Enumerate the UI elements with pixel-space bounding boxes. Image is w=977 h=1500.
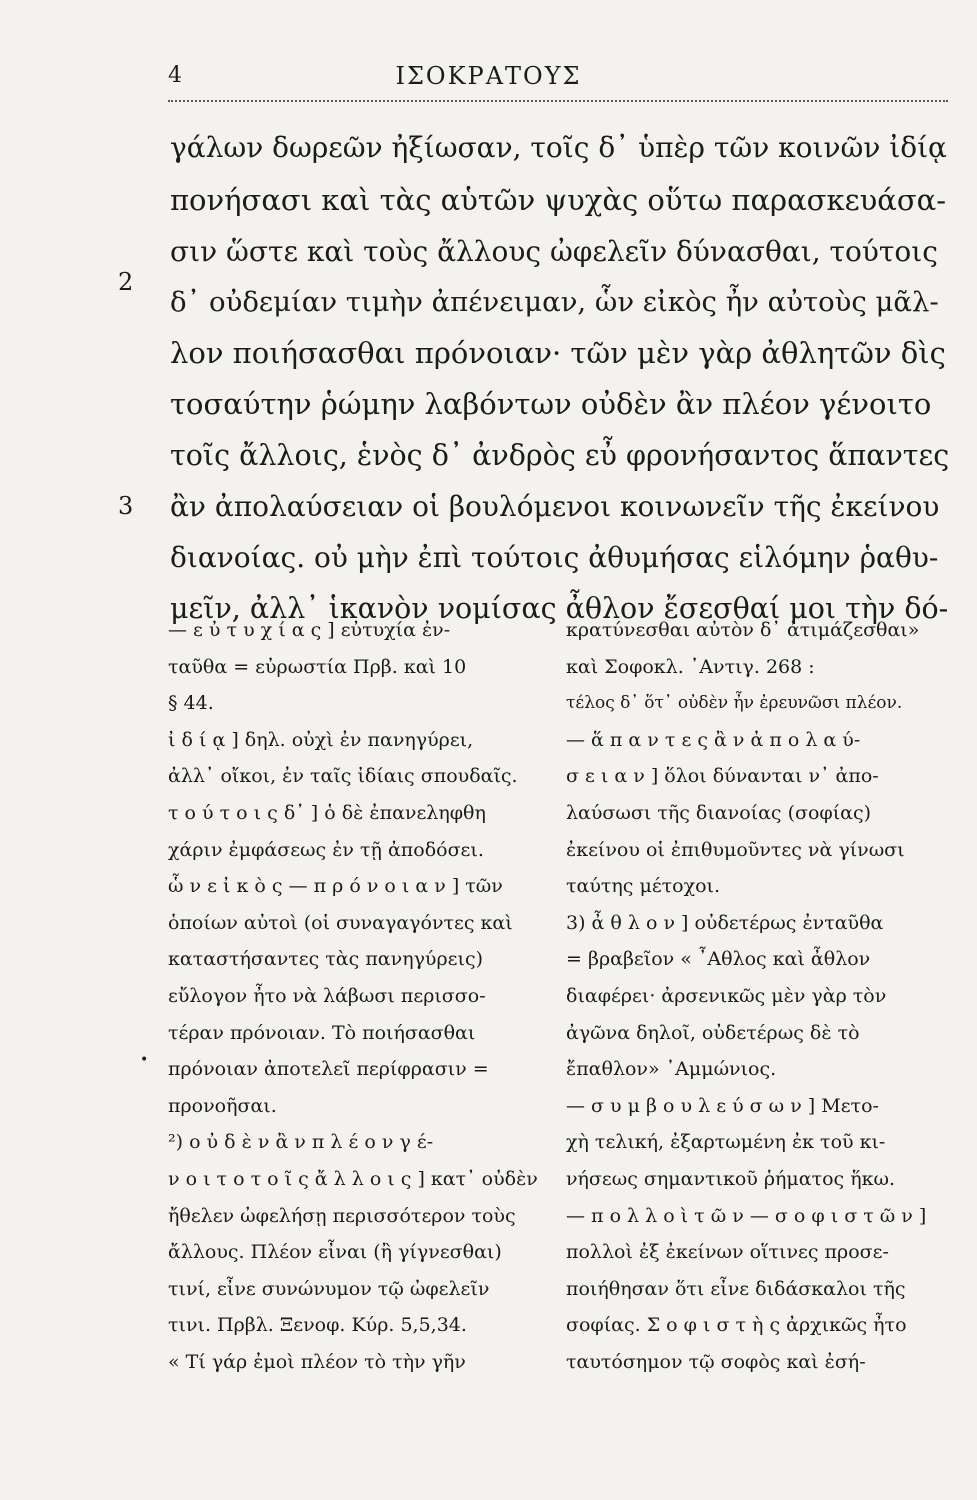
note-line: τέραν πρόνοιαν. Τὸ ποιήσασθαι [168,1021,476,1044]
note-line: κρατύνεσθαι αὐτὸν δ᾽ ἀτιμάζεσθαι» [566,619,920,641]
note-line: ἀγῶνα δηλοῖ, οὐδετέρως δὲ τὸ [566,1021,860,1044]
main-line: τοσαύτην ῥώμην λαβόντων οὐδὲν ἂν πλέον γένοιτο [170,387,932,421]
note-line: πρόνοιαν ἀποτελεῖ περίφρασιν = [168,1058,489,1081]
note-line: ταύτης μέτοχοι. [566,875,721,898]
note-line: χὴ τελική, ἐξαρτωμένη ἐκ τοῦ κι- [566,1131,886,1154]
note-line: τέλος δ᾽ ὅτ᾽ οὐδὲν ἦν ἐρευνῶσι πλέον. [566,693,903,714]
note-line: ὁποίων αὐτοὶ (οἱ συναγαγόντες καὶ [168,911,513,934]
main-line: σιν ὥστε καὶ τοὺς ἄλλους ὠφελεῖν δύνασθαι, τούτοις [170,235,938,268]
main-line: λον ποιήσασθαι πρόνοιαν· τῶν μὲν γὰρ ἀθλητῶν δὶς [170,336,946,370]
note-line: ν ο ι τ ο τ ο ῖ ς ἄ λ λ ο ι ς ] κατ᾽ οὐδὲν [168,1167,538,1190]
note-line: 3) ἆ θ λ ο ν ] οὐδετέρως ἐνταῦθα [566,911,884,934]
note-line: νήσεως σημαντικοῦ ῥήματος ἥκω. [566,1167,896,1190]
note-line: ποιήθησαν ὅτι εἶνε διδάσκαλοι τῆς [566,1277,906,1300]
main-line: δ᾽ οὐδεμίαν τιμὴν ἀπένειμαν, ὧν εἰκὸς ἦν αὐτοὺς μᾶλ- [170,286,939,318]
note-line: = βραβεῖον « ῏Αθλος καὶ ἆθλον [566,948,871,971]
page-number: 4 [168,63,182,88]
note-line: « Τί γάρ ἐμοὶ πλέον τὸ τὴν γῆν [168,1350,466,1373]
note-line: εὔλογον ἦτο νὰ λάβωσι περισσο- [168,984,486,1007]
note-line: ὧ ν ε ἰ κ ὸ ς — π ρ ό ν ο ι α ν ] τῶν [168,875,503,898]
main-text [170,120,950,634]
note-line: — π ο λ λ ο ὶ τ ῶ ν — σ ο φ ι σ τ ῶ ν ] [566,1204,927,1227]
note-line: ²) ο ὐ δ ὲ ν ἂ ν π λ έ ο ν γ έ- [168,1131,434,1154]
note-line: σοφίας. Σ ο φ ι σ τ ὴ ς ἀρχικῶς ἦτο [566,1314,907,1337]
note-line: ἀλλ᾽ οἴκοι, ἐν ταῖς ἰδίαις σπουδαῖς. [168,765,518,788]
note-line: χάριν ἐμφάσεως ἐν τῇ ἀποδόσει. [168,838,484,861]
note-line: καὶ Σοφοκλ. ᾽Αντιγ. 268 : [566,655,815,678]
note-line: ταῦθα = εὐρωστία Πρβ. καὶ 10 [168,655,467,678]
margin-number: 3 [118,492,134,520]
note-line: τινι. Πρβλ. Ξενοφ. Κύρ. 5,5,34. [168,1314,467,1337]
note-line: ταυτόσημον τῷ σοφὸς καὶ ἐσή- [566,1350,866,1373]
note-line: ἄλλους. Πλέον εἶναι (ἢ γίγνεσθαι) [168,1241,502,1264]
note-line: — ἅ π α ν τ ε ς ἂ ν ἀ π ο λ α ύ- [566,728,861,751]
main-line: διανοίας. οὐ μὴν ἐπὶ τούτοις ἀθυμήσας εἱλόμην ῥαθυ- [170,541,939,574]
note-line: προνοῆσαι. [168,1094,277,1117]
running-head: ΙΣΟΚΡΑΤΟΥΣ [395,62,582,90]
note-line: τ ο ύ τ ο ι ς δ᾽ ] ὁ δὲ ἐπανεληφθη [168,801,486,824]
main-line: μεῖν, ἀλλ᾽ ἱκανὸν νομίσας ἆθλον ἔσεσθαί μοι τὴν δό- [170,592,949,625]
note-line: πολλοὶ ἐξ ἐκείνων οἵτινες προσε- [566,1241,889,1264]
notes-left-column [168,612,548,1380]
note-line: § 44. [168,692,214,715]
main-line: γάλων δωρεῶν ἠξίωσαν, τοῖς δ᾽ ὑπὲρ τῶν κοινῶν ἰδίᾳ [170,131,947,164]
margin-mark: • [140,1052,149,1068]
header-rule [168,100,948,102]
note-line: τινί, εἶνε συνώνυμον τῷ ὠφελεῖν [168,1277,490,1300]
note-line: ἤθελεν ὠφελήσῃ περισσότερον τοὺς [168,1204,516,1227]
note-line: καταστήσαντες τὰς πανηγύρεις) [168,948,483,971]
note-line: — ε ὐ τ υ χ ί α ς ] εὐτυχία ἐν- [168,619,451,641]
note-line: ἰ δ ί ᾳ ] δηλ. οὐχὶ ἐν πανηγύρει, [168,728,474,751]
main-line: ἂν ἀπολαύσειαν οἱ βουλόμενοι κοινωνεῖν τῆς ἐκείνου [170,490,940,523]
notes-right-column [566,612,951,1380]
margin-number: 2 [118,268,134,296]
main-line: τοῖς ἄλλοις, ἑνὸς δ᾽ ἀνδρὸς εὖ φρονήσαντος ἅπαντες [170,439,950,472]
note-line: λαύσωσι τῆς διανοίας (σοφίας) [566,801,872,824]
note-line: ἔπαθλον» ᾽Αμμώνιος. [566,1058,777,1081]
note-line: διαφέρει· ἀρσενικῶς μὲν γὰρ τὸν [566,984,887,1007]
note-line: ἐκείνου οἱ ἐπιθυμοῦντες νὰ γίνωσι [566,838,905,861]
note-line: — σ υ μ β ο υ λ ε ύ σ ω ν ] Μετο- [566,1094,879,1117]
main-line: πονήσασι καὶ τὰς αὑτῶν ψυχὰς οὕτω παρασκευάσα- [170,183,947,217]
note-line: σ ε ι α ν ] ὅλοι δύνανται ν᾽ ἀπο- [566,765,879,788]
